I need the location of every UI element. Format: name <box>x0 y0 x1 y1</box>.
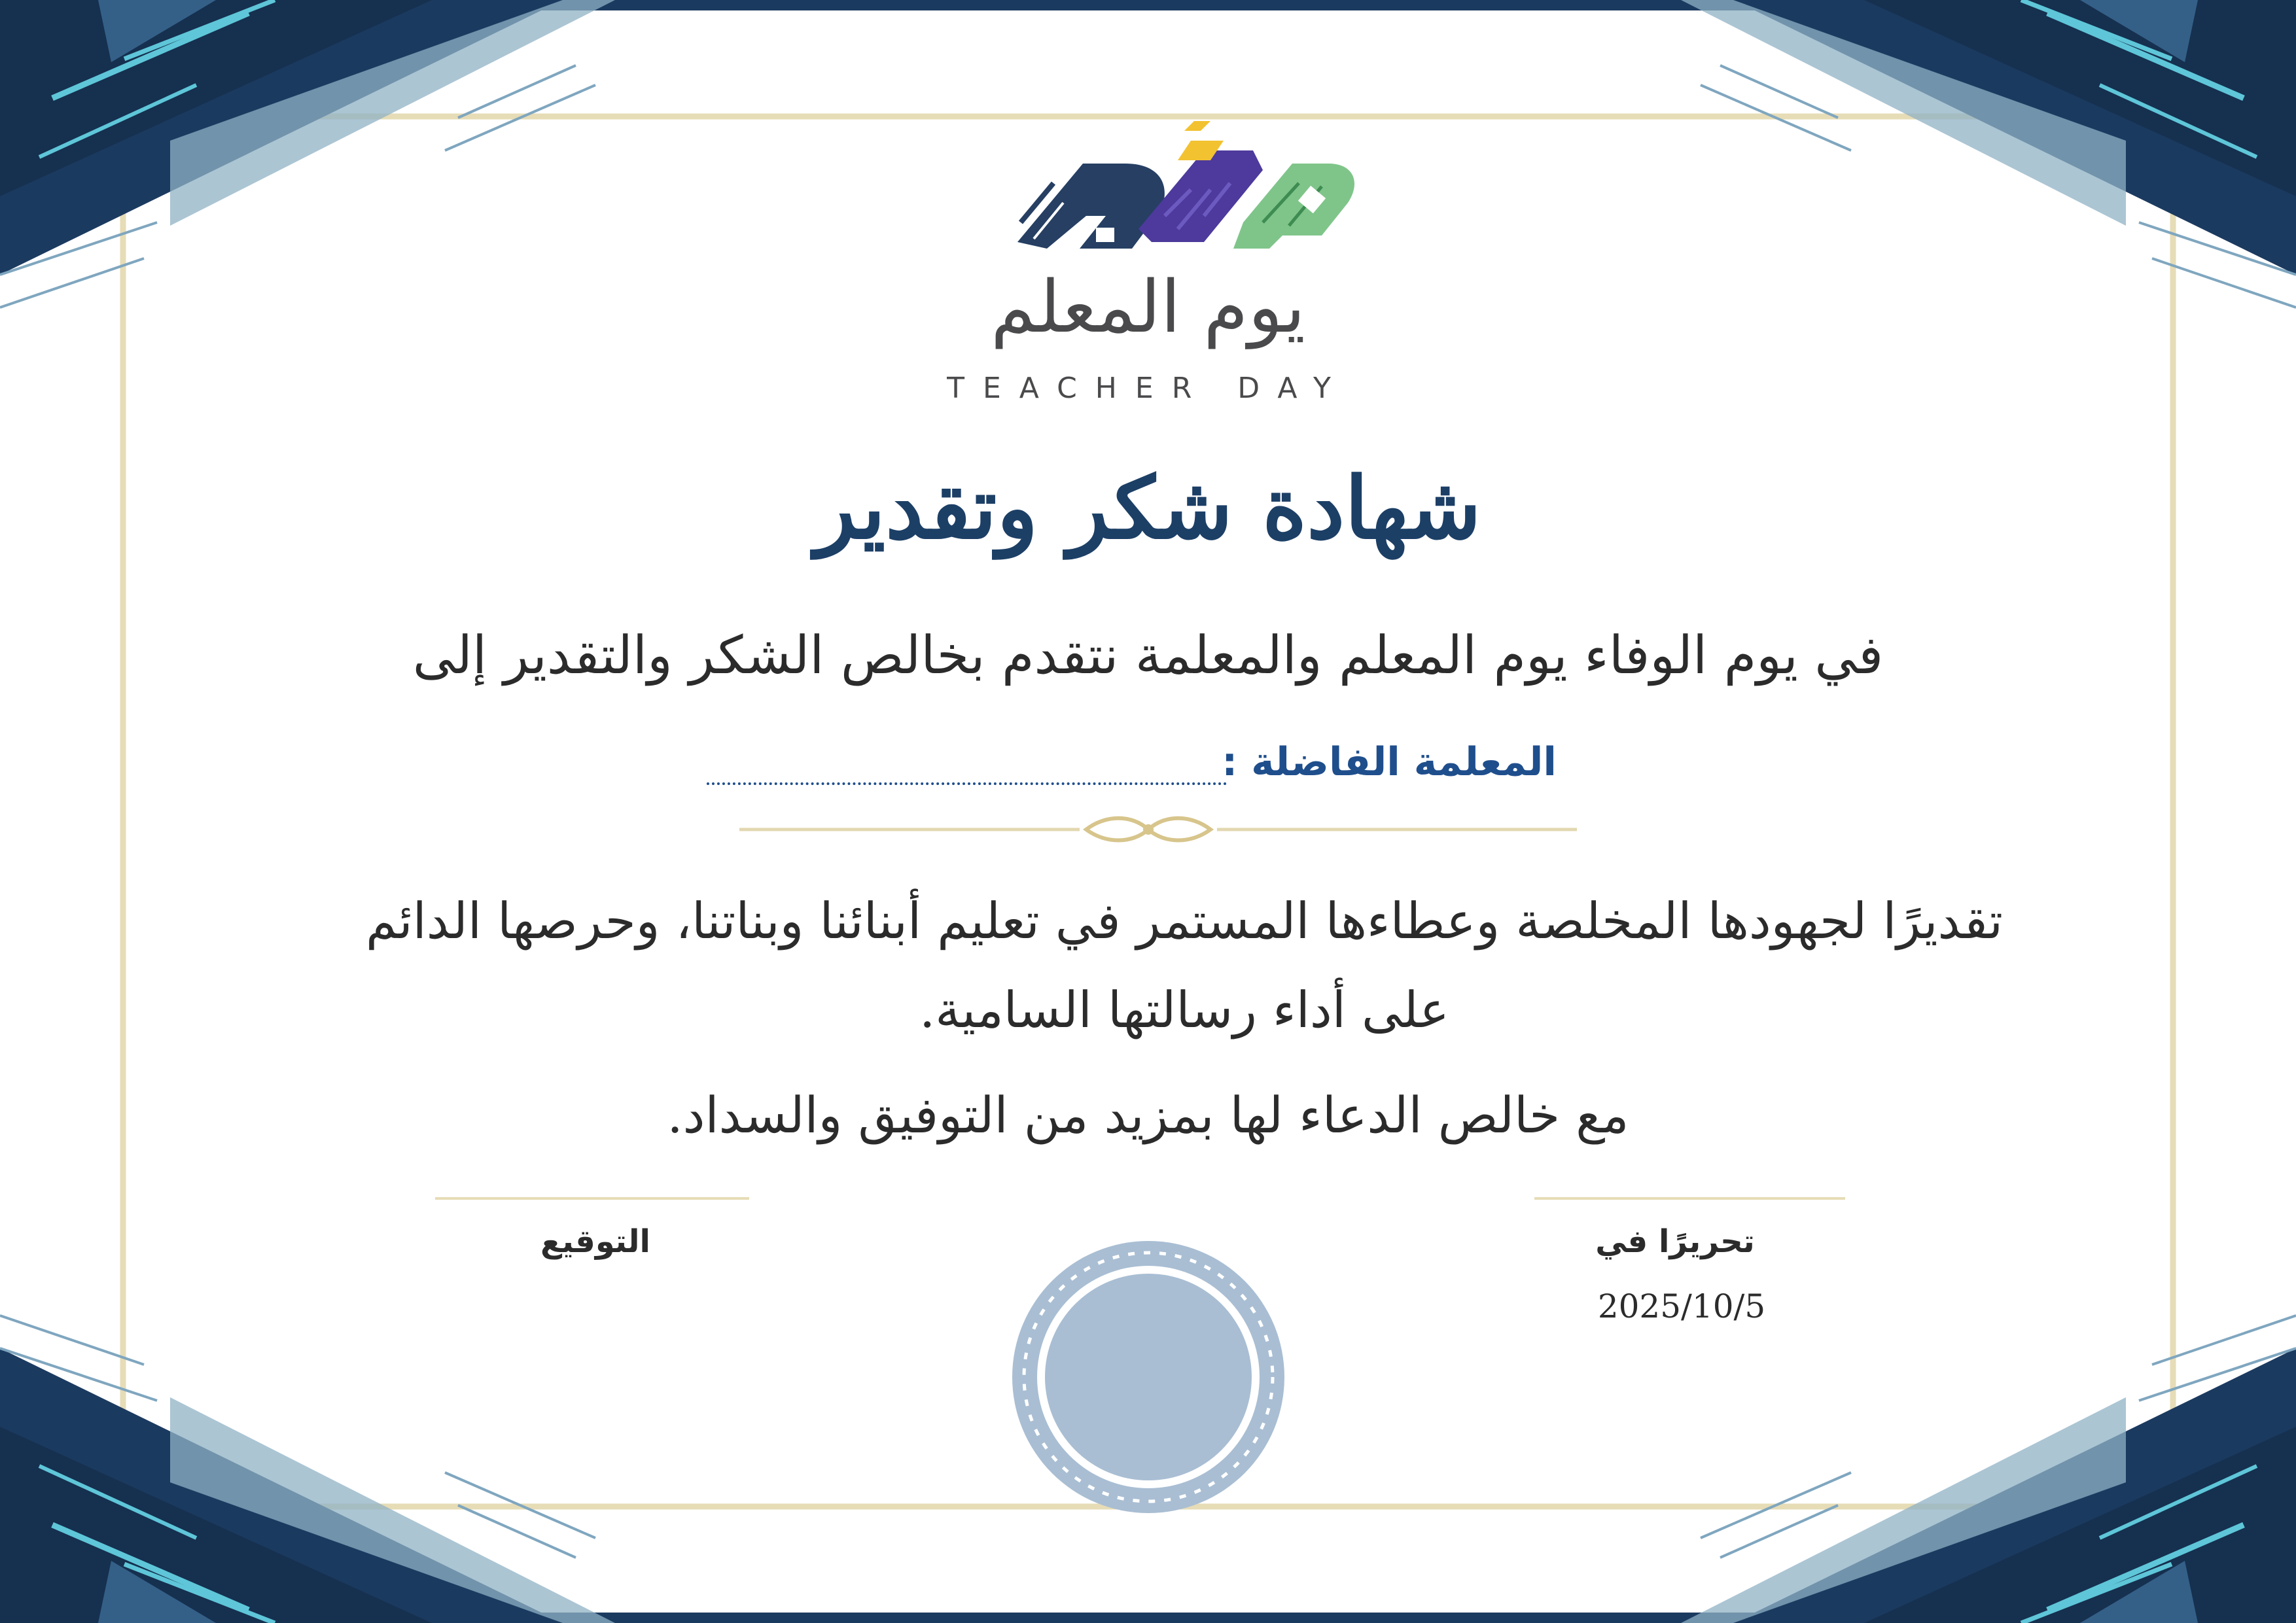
seal-icon <box>1012 1241 1284 1513</box>
corner-decoration-bottom-left <box>0 1316 615 1623</box>
corner-decoration-top-right <box>1681 0 2296 307</box>
certificate-title: شهادة شكر وتقدير <box>815 458 1481 558</box>
closing-text: مع خالص الدعاء لها بمزيد من التوفيق والسداد. <box>667 1086 1629 1144</box>
intro-text: في يوم الوفاء يوم المعلم والمعلمة نتقدم بخالص الشكر والتقدير إلى <box>412 625 1884 686</box>
ornament-divider-icon <box>739 818 1577 841</box>
corner-decoration-bottom-right <box>1681 1316 2296 1623</box>
signature-label: التوقيع <box>540 1223 650 1260</box>
recipient-name-field[interactable] <box>707 782 1227 785</box>
logo-title-arabic: يوم المعلم <box>991 265 1305 349</box>
corner-decoration-top-left <box>0 0 615 307</box>
body-text: تقديرًا لجهودها المخلصة وعطاءها المستمر في تعليم أبنائنا وبناتنا، وحرصها الدائم على أداء رسالتها السامية. <box>365 892 2004 1039</box>
date-label: تحريرًا في <box>1595 1223 1755 1260</box>
date-value: 2025/10/5 <box>1597 1287 1766 1325</box>
logo-title-english: TEACHER DAY <box>947 372 1349 405</box>
teacher-day-logo-icon <box>1017 121 1354 249</box>
recipient-label: المعلمة الفاضلة : <box>1222 739 1557 785</box>
